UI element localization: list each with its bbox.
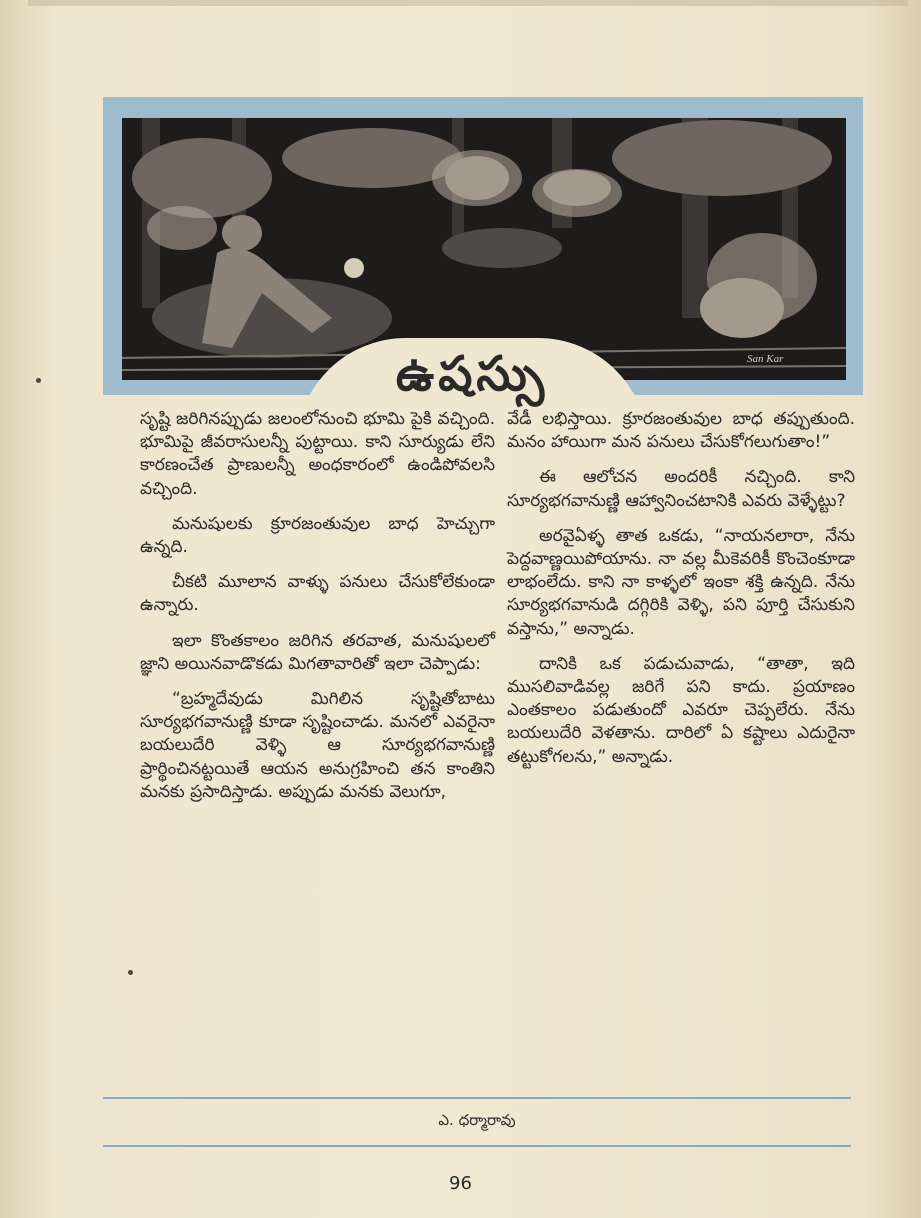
story-title: ఉషస్సు	[395, 346, 549, 402]
page-top-edge	[28, 0, 908, 6]
left-column	[140, 408, 495, 816]
author-credit: ఎ. ధర్మారావు	[438, 1111, 516, 1129]
artist-signature: San Kar	[747, 353, 784, 365]
print-speck	[36, 378, 41, 383]
paragraph: చీకటి మూలాన వాళ్ళు పనులు చేసుకోలేకుండా ఉన్నారు.	[140, 572, 495, 616]
paragraph: మనుషులకు క్రూరజంతువుల బాధ హెచ్చుగా ఉన్నది.	[140, 513, 495, 558]
divider-top	[103, 1097, 851, 1099]
paragraph: ఈ ఆలోచన అందరికీ నచ్చింది. కాని సూర్యభగవానుణ్ణి ఆహ్వానించటానికి ఎవరు వెళ్ళేట్టు?	[507, 467, 855, 511]
print-speck	[128, 970, 133, 975]
paragraph: వేడీ లభిస్తాయి. క్రూరజంతువుల బాధ తప్పుతుంది. మనం హాయిగా మన పనులు చేసుకోగలుగుతాం!”	[507, 409, 855, 453]
page-number: 96	[449, 1173, 472, 1194]
paragraph: అరవైఏళ్ళ తాత ఒకడు, “నాయనలారా, నేను పెద్దవాణ్ణయిపోయాను. నా వల్ల మీకెవరికీ కొంచెంకూడా లాభంలేదు. కాని నా కాళ్ళలో ఇంకా శక్తి ఉన్నది. నేను సూర్యభగవానుడి దగ్గిరికి వెళ్ళి, పని పూర్తి చేసుకుని వస్తాను,” అన్నాడు.	[507, 525, 855, 639]
paragraph: సృష్టి జరిగినప్పుడు జలంలోనుంచి భూమి పైకి వచ్చింది. భూమిపై జీవరాసులన్నీ పుట్టాయి. కాని సూర్యుడు లేని కారణంచేత ప్రాణులన్నీ అంధకారంలో ఉండిపోవలసి వచ్చింది.	[140, 409, 495, 499]
divider-bottom	[103, 1145, 851, 1147]
right-column	[507, 408, 855, 781]
paragraph: ఇలా కొంతకాలం జరిగిన తరవాత, మనుషులలో జ్ఞాని అయినవాడొకడు మిగతావారితో ఇలా చెప్పాడు:	[140, 630, 495, 674]
paragraph: “బ్రహ్మదేవుడు మిగిలిన సృష్టితోబాటు సూర్యభగవానుణ్ణి కూడా సృష్టించాడు. మనలో ఎవరైనా బయలుదేరి వెళ్ళి ఆ సూర్యభగవానుణ్ణి ప్రార్థించినట్టయితే ఆయన అనుగ్రహించి తన కాంతిని మనకు ప్రసాదిస్తాడు. అప్పుడు మనకు వెలుగూ,	[140, 689, 495, 802]
paragraph: దానికి ఒక పడుచువాడు, “తాతా, ఇది ముసలివాడివల్ల జరిగే పని కాదు. ప్రయాణం ఎంతకాలం పడుతుందో ఎవరూ చెప్పలేరు. నేను బయలుదేరి వెళతాను. దారిలో ఏ కష్టాలు ఎదురైనా తట్టుకోగలను,” అన్నాడు.	[507, 653, 855, 767]
